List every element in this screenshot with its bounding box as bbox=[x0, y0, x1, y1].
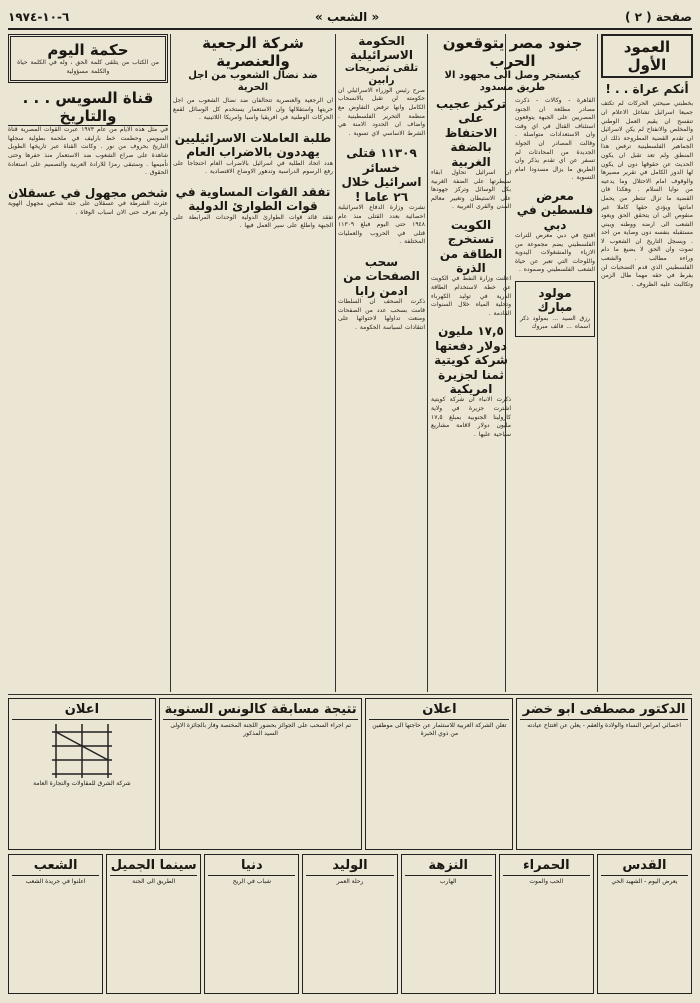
losses-body: نشرت وزارة الدفاع الاسرائيلية احصائية بعدد القتلى منذ عام ١٩٤٨ حتى اليوم فبلغ ١١٣٠٩ قتلى في الحروب والعمليات المختلفة . bbox=[338, 203, 425, 246]
column-rule bbox=[427, 34, 428, 692]
cinema-name: الشعب bbox=[12, 858, 99, 876]
wisdom-box bbox=[8, 34, 168, 83]
cinema-ad bbox=[106, 854, 201, 994]
cinema-name: دنيا bbox=[208, 858, 295, 876]
cinema-info: الهارب bbox=[439, 878, 457, 885]
doctor-body: اخصائي امراض النساء والولادة والعقم - يعلن عن افتتاح عيادته bbox=[527, 722, 682, 729]
headline: جنود مصر يتوقعون الحرب bbox=[442, 34, 583, 70]
cinema-name: الحمراء bbox=[503, 858, 590, 876]
paper-name: « الشعب » bbox=[315, 10, 380, 24]
cinema-ad bbox=[499, 854, 594, 994]
cinema-ad bbox=[597, 854, 692, 994]
headline: شركة الرجعية والعنصرية bbox=[202, 34, 304, 70]
cinema-info: شباب في الريح bbox=[232, 878, 272, 885]
headline: الحكومة الاسرائيلية bbox=[350, 34, 413, 63]
person-body: عثرت الشرطة في عسقلان على جثة شخص مجهول الهوية ولم تعرف حتى الان اسباب الوفاة . bbox=[8, 200, 168, 216]
subheadline: تلقى تصريحات رابين bbox=[344, 62, 419, 86]
cinema-info: يعرض اليوم - الشهيد الحي bbox=[611, 878, 678, 885]
features-column bbox=[8, 34, 168, 690]
cinema-name: سينما الجميل bbox=[110, 858, 197, 876]
forces-body: تفقد قائد قوات الطوارئ الدولية الوحدات المرابطة على الجبهة واطلع على سير العمل فيها . bbox=[173, 213, 333, 230]
kuwait-body: اعلنت وزارة النفط في الكويت عن خطة لاستخدام الطاقة الذرية في توليد الكهرباء وتحلية المياه خلال السنوات القادمة . bbox=[431, 275, 511, 317]
company-notice-ad bbox=[365, 698, 513, 850]
person-headline: شخص مجهول في عسقلان bbox=[8, 185, 168, 200]
guard-body: ذكرت الصحف ان السلطات قامت بسحب عدد من الصفحات ومنعت تداولها لاحتوائها على انتقادات لسياسة الحكومة . bbox=[338, 298, 425, 331]
workers-body: هدد اتحاد الطلبة في اسرائيل بالاضراب العام احتجاجا على رفع الرسوم الدراسية وتدهور الاوضاع الاقتصادية . bbox=[173, 159, 333, 176]
losses-headline: ١١٣٠٩ قتلى خسائر اسرائيل خلال ٢٦ عاما ! bbox=[341, 146, 422, 204]
column-rule bbox=[170, 34, 171, 692]
ad-title: اعلان bbox=[12, 702, 152, 720]
column-rule bbox=[335, 34, 336, 692]
loan-headline: ١٧,٥ مليون دولار دفعتها شركة كويتية ثمنا لجزيرة امريكية bbox=[434, 324, 508, 397]
loan-body: ذكرت الانباء ان شركة كويتية اشترت جزيرة في ولاية كارولينا الجنوبية بمبلغ ١٧,٥ مليون دولار لاقامة مشاريع سياحية عليها . bbox=[431, 396, 511, 438]
article-body: القاهرة - وكالات - ذكرت مصادر مطلعة ان الجنود المصريين على الجبهة يتوقعون استئناف القتال في اي وقت وان الاستعدادات متواصلة . وقالت المصادر ان الجولة الجديدة من المحادثات لم تسفر عن اي تقدم يذكر وان الطريق ما يزال مسدودا امام التسوية . bbox=[515, 97, 595, 182]
page-header bbox=[8, 6, 692, 30]
cinema-ad bbox=[401, 854, 496, 994]
contest-results-ad bbox=[159, 698, 363, 850]
article-body: صرح رئيس الوزراء الاسرائيلي ان حكومته لن تقبل بالانسحاب الكامل وانها ترفض التفاوض مع منظمة التحرير الفلسطينية . واضاف ان الحدود الامنة هي الشرط الاساسي لاي تسوية . bbox=[338, 86, 425, 137]
contest-body: تم اجراء السحب على الجوائز بحضور اللجنة المختصة وفاز بالجائزة الاولى السيد المذكور bbox=[170, 722, 352, 737]
doctor-title: الدكتور مصطفى ابو خضر bbox=[520, 702, 688, 720]
cinema-info: الحب والموت bbox=[529, 878, 564, 885]
opinion-column bbox=[601, 34, 693, 690]
subheadline: كيسنجر وصل الى مجهود الا طريق مسدود bbox=[444, 70, 581, 93]
cinema-ad bbox=[302, 854, 397, 994]
notice-title: مولود مبارك bbox=[537, 286, 573, 315]
kuwait-headline: الكويت تستخرج الطاقة من الذرة bbox=[439, 217, 503, 276]
notice-title: اعلان bbox=[369, 702, 509, 720]
news-section-1 bbox=[430, 34, 595, 690]
contest-title: تتيجة مسابقة كالونس السنوية bbox=[163, 702, 359, 720]
box-headline: تركيز عجيب على الاحتفاظ بالضفة الغربية bbox=[436, 97, 506, 169]
box-body: ان اسرائيل تحاول ابقاء سيطرتها على الضفة الغربية بكل الوسائل وتركز جهودها على الاستيطان وتغيير معالم المدن والقرى العربية . bbox=[431, 168, 511, 211]
contractor-ad bbox=[8, 698, 156, 850]
cinema-info: رحلة العمر bbox=[336, 878, 364, 885]
article-body: ان الرجعية والعنصرية تتحالفان ضد نضال الشعوب من اجل حريتها واستقلالها وان الاستعمار يستخدم كل الوسائل لقمع الحركات الوطنية في افريقيا واسيا وامريكا اللاتينية . bbox=[173, 97, 333, 122]
forces-headline: تفقد القوات المساوية في قوات الطوارئ الدولية bbox=[175, 184, 331, 214]
column-body: بخطبتي صيحتي الحركات لم تكتف جميعا اسرائيل تشاغل الاعلام ان تنفسح ان يقيم العمل الوطني والمخلص والانفتاح لم يكن لاسرائيل ان تقدم القضية المطروحة ذلك ان الجماهير الفلسطينية ترفض هذا المنطق ولم تعد تقبل ان يكون الحديث عن حقوقها دون ان يكون لها الدور الكامل في تقرير مصيرها والوقوف امام الاحتلال وما يدعيه من نوايا السلام . وهكذا فان القضية ما تزال تنتظر من يحمل امانتها ويؤدي حقها كاملا غير منقوص الى ان يتحقق الحق ويعود الشعب الى ارضه ووطنه ويبني مستقبله بنفسه دون وصاية من احد . ويسجل التاريخ ان الشعوب لا تموت وان الحق لا يضيع ما دام وراءه مطالب . والشعب الفلسطيني الذي قدم التضحيات لن يفرط في حقه مهما طال الزمن وتكالبت عليه الظروف . bbox=[601, 100, 693, 288]
notice-body: رزق السيد ... بمولود ذكر اسماه ... فالف مبروك bbox=[520, 314, 590, 331]
guard-headline: سحب الصفحات من ادمن رابا bbox=[343, 254, 420, 298]
cinema-ad bbox=[8, 854, 103, 994]
news-section-2 bbox=[338, 34, 425, 690]
suez-headline: قناة السويس . . . والتاريخ bbox=[8, 89, 168, 126]
column-rule bbox=[597, 34, 598, 692]
workers-headline: طلبة العاملات الاسرائيليين يهددون بالاضراب العام bbox=[174, 130, 332, 160]
wisdom-body: من الكتاب من يتلقى كلمة الحق ، وله في الكلمة حياة والكلمة مسؤولية bbox=[17, 59, 159, 75]
wisdom-title: حكمة اليوم bbox=[47, 41, 129, 59]
doctor-ad bbox=[516, 698, 692, 850]
cinema-info: الطريق الى الجنة bbox=[132, 878, 176, 885]
cinema-name: القدس bbox=[601, 858, 688, 876]
page-label: صفحة ( ٢ ) bbox=[625, 10, 692, 24]
subheadline: ضد نضال الشعوب من اجل الحرية bbox=[188, 70, 318, 93]
news-section-3 bbox=[173, 34, 333, 690]
cinema-info: اعلنوا في جريدة الشعب bbox=[25, 878, 86, 885]
notice-box bbox=[515, 281, 595, 337]
notice-body: تعلن الشركة العربية للاستثمار عن حاجتها الى موظفين من ذوي الخبرة bbox=[372, 722, 507, 737]
column-title: العمود الأول bbox=[601, 34, 693, 78]
cinema-name: الوليد bbox=[306, 858, 393, 876]
exhibit-headline: معرض فلسطين في دبي bbox=[516, 188, 594, 232]
suez-body: في مثل هذه الايام من عام ١٩٧٣ عبرت القوات المصرية قناة السويس وحطمت خط بارليف في ملحمة بطولية سجلها التاريخ بحروف من نور . وكانت القناة عبر تاريخها الطويل شاهدة على صراع الشعوب ضد الاستعمار منذ حفرها وحتى تأميمها . وستبقى رمزا للارادة العربية والتصميم على استعادة الحقوق . bbox=[8, 126, 168, 177]
cinema-ads-row bbox=[8, 854, 692, 994]
exhibit-body: افتتح في دبي معرض للتراث الفلسطيني يضم مجموعة من الازياء والمشغولات اليدوية واللوحات التي تعبر عن حياة الشعب الفلسطيني وصموده . bbox=[515, 232, 595, 274]
cinema-ad bbox=[204, 854, 299, 994]
page-date: ٦-١٠-١٩٧٤ bbox=[8, 10, 70, 24]
scaffolding-icon bbox=[46, 722, 118, 780]
column-lead: أنكم عراة . . ! bbox=[605, 82, 689, 96]
section-divider bbox=[8, 694, 692, 695]
cinema-name: النزهة bbox=[405, 858, 492, 876]
ad-body: شركة الشرق للمقاولات والتجارة العامة bbox=[33, 780, 131, 787]
ad-band bbox=[8, 698, 692, 850]
